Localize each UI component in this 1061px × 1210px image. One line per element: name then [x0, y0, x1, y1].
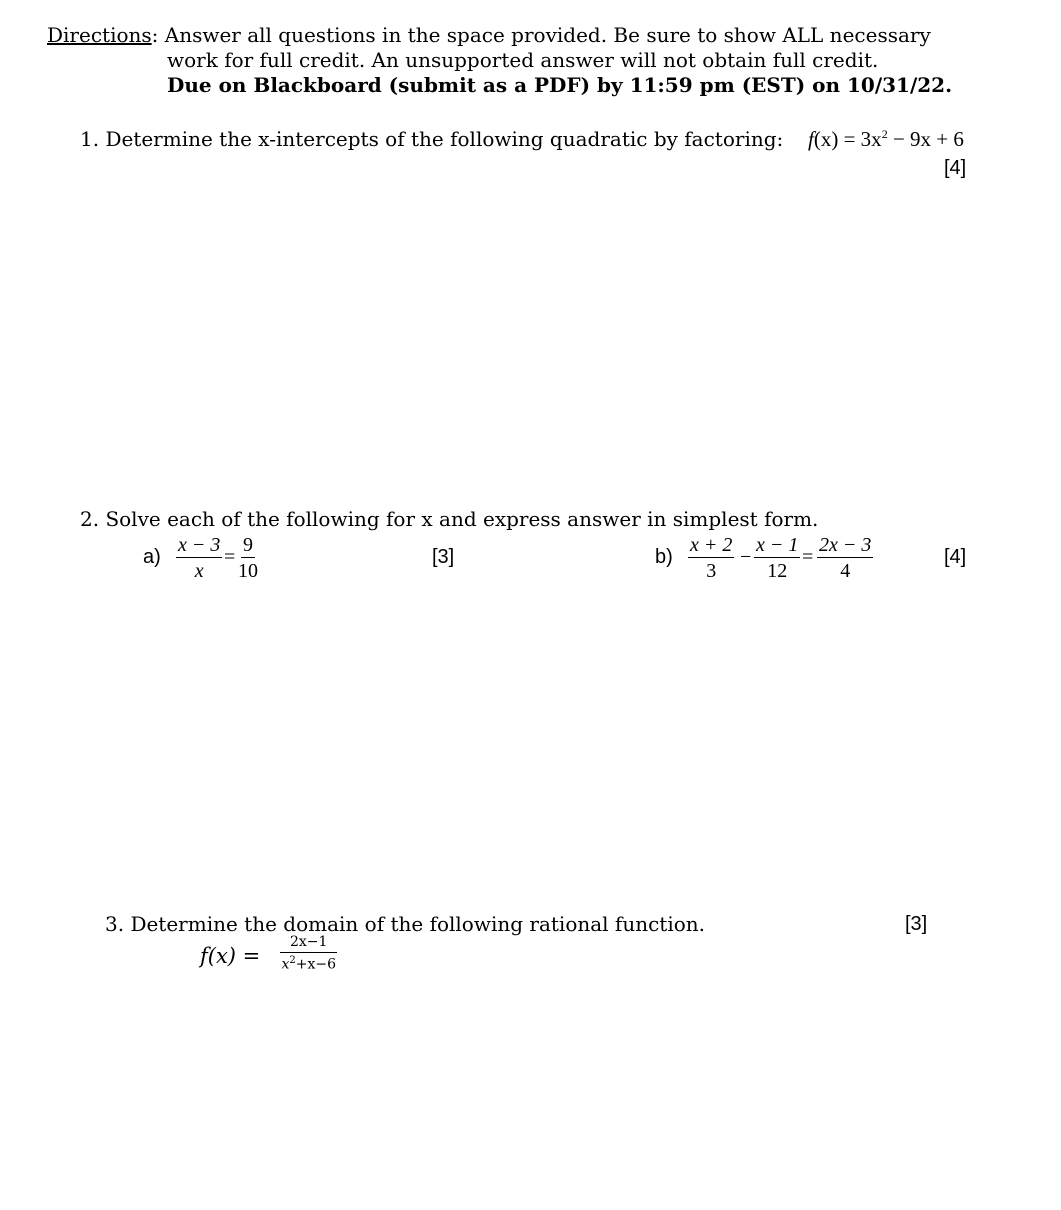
denominator-base: x — [281, 957, 290, 974]
fraction-denominator: 10 — [238, 560, 258, 582]
formula-rest: − 9x + 6 — [887, 127, 964, 151]
question-3-points: [3] — [905, 913, 928, 935]
part-b-fraction-3 — [817, 534, 873, 582]
question-3-lhs: f(x) = — [200, 944, 261, 968]
question-3-fraction — [280, 935, 337, 973]
minus-sign: − — [740, 546, 752, 568]
question-3-text: 3. Determine the domain of the following rational function. — [105, 912, 705, 936]
fraction-numerator: x − 1 — [756, 534, 799, 556]
part-a-fraction-1 — [176, 534, 222, 582]
directions-line-2: work for full credit. An unsupported answer will not obtain full credit. — [167, 48, 879, 72]
fraction-denominator: x — [194, 560, 204, 582]
fraction-numerator: 9 — [243, 534, 253, 556]
part-b-points: [4] — [944, 546, 967, 568]
fraction-denominator: 3 — [706, 560, 717, 582]
question-1-text: 1. Determine the x-intercepts of the following quadratic by factoring: — [80, 127, 784, 151]
formula-exponent: 2 — [881, 127, 888, 141]
part-a-label: a) — [143, 546, 161, 568]
question-1-formula — [808, 127, 964, 152]
denominator-rest: +x−6 — [295, 957, 336, 974]
formula-f: f — [808, 127, 814, 151]
directions-text-1: : Answer all questions in the space provided. Be sure to show ALL necessary — [151, 23, 931, 47]
part-b-fraction-1 — [688, 534, 734, 582]
fraction-numerator: 2x − 3 — [819, 534, 872, 556]
directions-label: Directions — [47, 23, 152, 47]
directions-line-1 — [47, 23, 931, 47]
question-1-points: [4] — [944, 157, 967, 179]
fraction-denominator — [281, 953, 336, 973]
fraction-numerator: 2x−1 — [280, 935, 337, 953]
fraction-numerator: x + 2 — [690, 534, 733, 556]
part-b-fraction-2 — [754, 534, 800, 582]
question-2-text: 2. Solve each of the following for x and express answer in simplest form. — [80, 507, 819, 531]
equals-sign: = — [224, 546, 236, 568]
part-a-points: [3] — [432, 546, 455, 568]
part-b-label: b) — [655, 546, 673, 568]
denominator-exponent: 2 — [289, 955, 296, 967]
equals-sign: = — [802, 546, 814, 568]
part-a-fraction-2 — [238, 534, 258, 582]
fraction-numerator: x − 3 — [178, 534, 221, 556]
formula-arg: (x) = 3x — [813, 127, 882, 151]
due-date-line: Due on Blackboard (submit as a PDF) by 11:59 pm (EST) on 10/31/22. — [167, 73, 953, 97]
fraction-denominator: 4 — [840, 560, 851, 582]
fraction-denominator: 12 — [767, 560, 788, 582]
